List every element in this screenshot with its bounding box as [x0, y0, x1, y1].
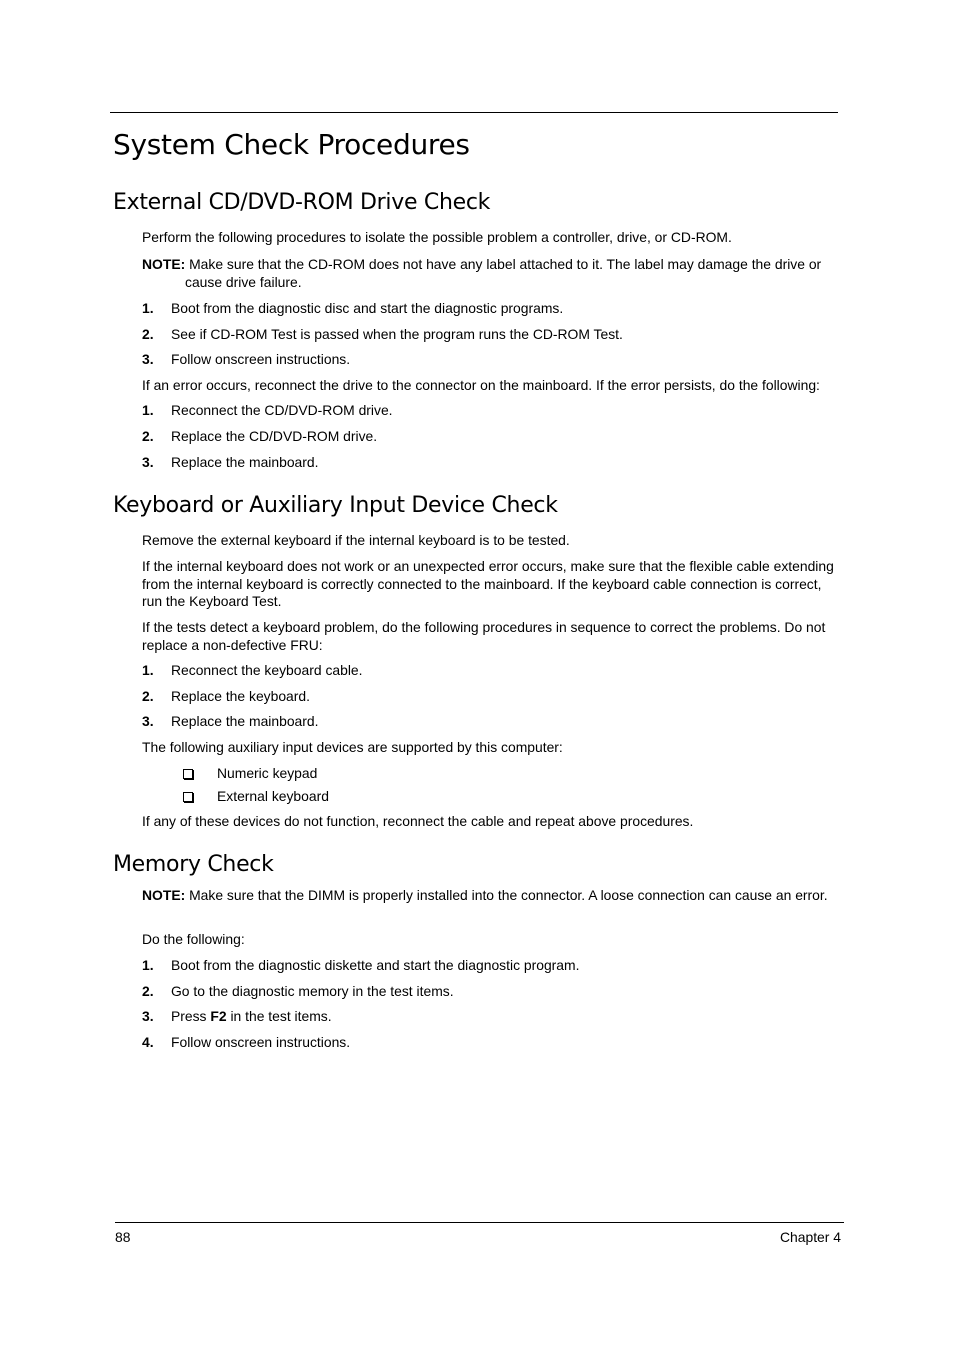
section-heading-keyboard: Keyboard or Auxiliary Input Device Check	[113, 493, 558, 518]
keyboard-p2: If the internal keyboard does not work or an unexpected error occurs, make sure that the flexible cable extending from the internal keyboard is correctly connected to the mainboard. If the keyboard cable connection is correct, run the Keyboard Test.	[142, 558, 834, 609]
note-label: NOTE:	[142, 256, 186, 272]
list-text	[171, 1008, 332, 1026]
list-text: Go to the diagnostic memory in the test items.	[171, 983, 454, 999]
section-heading-cd-dvd: External CD/DVD-ROM Drive Check	[113, 190, 491, 215]
memory-intro: Do the following:	[142, 931, 245, 947]
top-rule	[110, 112, 838, 113]
page-title: System Check Procedures	[113, 128, 470, 161]
memory-note	[142, 887, 842, 905]
keyboard-p3: If the tests detect a keyboard problem, do the following procedures in sequence to correct the problems. Do not replace a non-defective FRU:	[142, 619, 826, 653]
list-text: Boot from the diagnostic disc and start the diagnostic programs.	[171, 300, 564, 316]
list-number: 3.	[142, 351, 154, 367]
section-heading-memory: Memory Check	[113, 852, 274, 877]
list-text: See if CD-ROM Test is passed when the program runs the CD-ROM Test.	[171, 326, 623, 342]
list-number: 2.	[142, 326, 154, 342]
list-number: 2.	[142, 428, 154, 444]
cd-error-text: If an error occurs, reconnect the drive to the connector on the mainboard. If the error persists, do the following:	[142, 377, 820, 393]
list-number: 2.	[142, 983, 154, 999]
note-text: Make sure that the CD-ROM does not have any label attached to it. The label may damage the drive or cause drive failure.	[185, 256, 822, 290]
list-text: Reconnect the CD/DVD-ROM drive.	[171, 402, 393, 418]
list-number: 2.	[142, 688, 154, 704]
keyboard-p1: Remove the external keyboard if the internal keyboard is to be tested.	[142, 532, 570, 548]
list-text-part: in the test items.	[226, 1008, 332, 1024]
list-text: Replace the mainboard.	[171, 713, 319, 729]
chapter-label: Chapter 4	[779, 1229, 841, 1245]
list-text: Replace the CD/DVD-ROM drive.	[171, 428, 378, 444]
list-text: Follow onscreen instructions.	[171, 351, 351, 367]
list-text: Numeric keypad	[217, 765, 318, 781]
list-text: Replace the keyboard.	[171, 688, 310, 704]
list-number: 1.	[142, 957, 154, 973]
key-label: F2	[210, 1008, 227, 1024]
list-text: Reconnect the keyboard cable.	[171, 662, 363, 678]
bottom-rule	[115, 1222, 844, 1223]
list-text: Boot from the diagnostic diskette and start the diagnostic program.	[171, 957, 580, 973]
note-text: Make sure that the DIMM is properly installed into the connector. A loose connection can cause an error.	[189, 887, 828, 903]
list-number: 1.	[142, 662, 154, 678]
list-text-part: Press	[171, 1008, 211, 1024]
page-number: 88	[115, 1229, 131, 1245]
cd-intro-text: Perform the following procedures to isolate the possible problem a controller, drive, or CD-ROM.	[142, 229, 732, 245]
keyboard-p4: The following auxiliary input devices are supported by this computer:	[142, 739, 563, 755]
list-number: 1.	[142, 300, 154, 316]
list-number: 3.	[142, 454, 154, 470]
list-text: Follow onscreen instructions.	[171, 1034, 351, 1050]
list-text: External keyboard	[217, 788, 329, 804]
list-text: Replace the mainboard.	[171, 454, 319, 470]
list-number: 3.	[142, 1008, 154, 1024]
checkbox-bullet-icon	[183, 792, 193, 802]
list-number: 3.	[142, 713, 154, 729]
note-label: NOTE:	[142, 887, 186, 903]
list-number: 4.	[142, 1034, 154, 1050]
cd-note	[142, 256, 842, 291]
checkbox-bullet-icon	[183, 769, 193, 779]
keyboard-p5: If any of these devices do not function, reconnect the cable and repeat above procedures.	[142, 813, 694, 829]
list-number: 1.	[142, 402, 154, 418]
